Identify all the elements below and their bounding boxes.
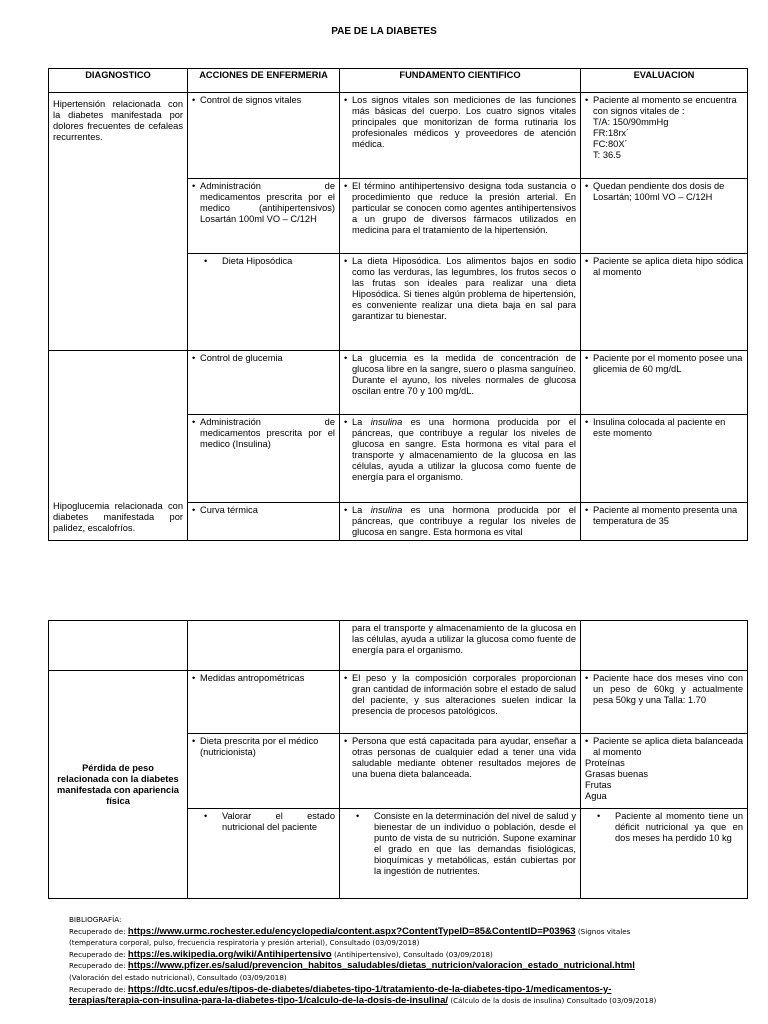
evaluacion-6: Paciente al momento presenta una temperatura de 35 (593, 505, 738, 526)
bullet-icon: • (344, 505, 348, 515)
fundamento-3: La dieta Hiposódica. Los alimentos bajos en sodio como las verduras, las legumbres, los frutos secos o las frutas son ideales para realizar una dieta Hiposódica. Si tienes algún problema de hipertensión, es conveniente realizar una dieta baja en sal para garantizar tu bienestar. (352, 256, 576, 321)
fundamento-6: La insulina es una hormona producida por el páncreas, que contribuye a regular los niveles de glucosa en sangre. Esta hormona es vital (352, 505, 576, 537)
bullet-icon: • (597, 811, 601, 821)
bullet-icon: • (204, 256, 208, 266)
accion-2: Administración de medicamentos prescrita por el medico (antihipertensivos) Losartán 100ml VO – C/12H (200, 181, 335, 224)
bullet-icon: • (192, 417, 196, 427)
accion-3: Dieta Hiposódica (222, 256, 293, 266)
biblio-link-4-cont[interactable]: terapias/terapia-con-insulina-para-la-diabetes-tipo-1/calculo-de-la-dosis-de-insulina/ (69, 995, 449, 1007)
fundamento-2: El término antihipertensivo designa toda sustancia o procedimiento que reduce la presión arterial. En particular se conocen como agentes antihipertensivos a un grupo de diversos fármacos utilizados en medicina para el tratamiento de la hipertensión. (352, 181, 576, 235)
accion-7: Medidas antropométricas (200, 673, 305, 683)
bullet-icon: • (192, 95, 196, 105)
diagnosis-hipertension: Hipertensión relacionada con la diabetes manifestada por dolores frecuentes de cefaleas recurrentes. (49, 93, 188, 351)
evaluacion-5: Insulina colocada al paciente en este momento (593, 417, 726, 438)
biblio-link-3[interactable]: https://www.pfizer.es/salud/prevencion_habitos_saludables/dietas_nutricion/valoracion_estado_nutricional.html (127, 960, 635, 972)
evaluacion-7: Paciente hace dos meses vino con un peso de 60kg y actualmente pesa 50kg y una Talla: 1.70 (593, 673, 743, 705)
biblio-link-2[interactable]: https://es.wikipedia.org/wiki/Antihipertensivo (127, 948, 332, 960)
bullet-icon: • (204, 811, 208, 821)
bullet-icon: • (344, 181, 348, 191)
fundamento-9: Consiste en la determinación del nivel de salud y bienestar de un individuo o población, desde el punto de vista de su nutrición. Supone examinar el grado en que las demandas fisiológicas, bioquímicas y metabólicas, están cubiertas por la ingestión de nutrientes. (374, 811, 576, 876)
fundamento-4: La glucemia es la medida de concentración de glucosa libre en la sangre, suero o plasma sanguíneo. Durante el ayuno, los niveles normales de glucosa oscilan entre 70 y 100 mg/dL. (352, 353, 576, 396)
bibliography: BIBLIOGRAFÍA: Recuperado de: https://www.urmc.rochester.edu/encyclopedia/content.aspx?ContentTypeID=85&ContentID=P03963 (Signos vitales (temperatura corporal, pulso, frecuencia respiratoria y presión arterial), Consultado (03/09/2018) Recuperado de: https://es.wikipedia.org/wiki/Antihipertensivo (Antihipertensivo), Consultado (03/09/2018) Recuperado de: https://www.pfizer.es/salud/prevencion_habitos_saludables/dietas_nutricion/valoracion_estado_nutricional.html (Valoración del estado nutricional), Consultado (03/09/2018) Recuperado de: https://dtc.ucsf.edu/es/tipos-de-diabetes/diabetes-tipo-1/tratamiento-de-la-diabetes-tipo-1/medicamentos-y- terapias/terapia-con-insulina-para-la-diabetes-tipo-1/calculo-de-la-dosis-de-insulina/ (Cálculo de la dosis de insulina) Consultado (03/09/2018) (69, 914, 759, 1007)
accion-9: Valorar el estado nutricional del paciente (222, 811, 335, 832)
fundamento-5: La insulina es una hormona producida por el páncreas, que contribuye a regular los niveles de glucosa en sangre. Esta hormona es vital para el transporte y almacenamiento de la glucosa en las células, ayuda a utilizar la glucosa como fuente de energía para el organismo. (352, 417, 576, 482)
header-fundamento: FUNDAMENTO CIENTIFICO (340, 69, 581, 93)
fundamento-continuation: para el transporte y almacenamiento de la glucosa en las células, ayuda a utilizar la glucosa como fuente de energía para el organismo. (352, 623, 576, 655)
bullet-icon: • (585, 95, 589, 105)
bullet-icon: • (344, 736, 348, 746)
bullet-icon: • (344, 417, 348, 427)
bullet-icon: • (585, 505, 589, 515)
accion-8: Dieta prescrita por el médico (nutricionista) (200, 736, 319, 757)
evaluacion-1: Paciente al momento se encuentra con signos vitales de : T/A: 150/90mmHg FR:18rx´ FC:80X´ T: 36.5 (593, 95, 737, 160)
accion-5: Administración de medicamentos prescrita por el medico (Insulina) (200, 417, 335, 449)
accion-4: Control de glucemia (200, 353, 283, 363)
bullet-icon: • (192, 353, 196, 363)
nutrient-list: Proteínas Grasas buenas Frutas Agua (585, 758, 649, 801)
bibliography-heading: BIBLIOGRAFÍA: (69, 915, 122, 924)
fundamento-8: Persona que está capacitada para ayudar, enseñar a otras personas de cualquier edad a tener una vida saludable mediante obtener resultados mejores de una buena dieta balanceada. (352, 736, 576, 779)
evaluacion-4: Paciente por el momento posee una glicemia de 60 mg/dL (593, 353, 743, 374)
evaluacion-3: Paciente se aplica dieta hipo sódica al momento (593, 256, 743, 277)
bullet-icon: • (344, 256, 348, 266)
bullet-icon: • (344, 673, 348, 683)
header-diagnostico: DIAGNOSTICO (49, 69, 188, 93)
bullet-icon: • (192, 181, 196, 191)
accion-1: Control de signos vitales (200, 95, 302, 105)
diagnosis-perdida-peso: Pérdida de peso relacionada con la diabetes manifestada con apariencia física (49, 671, 188, 899)
biblio-link-1[interactable]: https://www.urmc.rochester.edu/encyclopedia/content.aspx?ContentTypeID=85&ContentID=P03963 (127, 925, 576, 937)
bullet-icon: • (585, 181, 589, 191)
bullet-icon: • (585, 673, 589, 683)
bullet-icon: • (585, 417, 589, 427)
bullet-icon: • (344, 95, 348, 105)
fundamento-7: El peso y la composición corporales proporcionan gran cantidad de información sobre el estado de salud del paciente, y sus alteraciones suelen indicar la presencia de procesos patológicos. (352, 673, 576, 716)
header-acciones: ACCIONES DE ENFERMERIA (188, 69, 340, 93)
bullet-icon: • (192, 505, 196, 515)
bullet-icon: • (192, 736, 196, 746)
bullet-icon: • (192, 673, 196, 683)
page-title: PAE DE LA DIABETES (331, 26, 437, 37)
bullet-icon: • (585, 256, 589, 266)
bullet-icon: • (344, 353, 348, 363)
biblio-link-4[interactable]: https://dtc.ucsf.edu/es/tipos-de-diabetes/diabetes-tipo-1/tratamiento-de-la-diabetes-tipo-1/medicamentos-y- (127, 983, 612, 995)
bullet-icon: • (356, 811, 360, 821)
evaluacion-8: Paciente se aplica dieta balanceada al momento (593, 736, 743, 757)
bullet-icon: • (585, 736, 589, 746)
pae-table-2 (48, 620, 748, 899)
evaluacion-9: Paciente al momento tiene un déficit nutricional ya que en dos meses ha perdido 10 kg (615, 811, 743, 843)
bullet-icon: • (585, 353, 589, 363)
evaluacion-2: Quedan pendiente dos dosis de Losartán; 100ml VO – C/12H (593, 181, 725, 202)
header-evaluacion: EVALUACION (581, 69, 748, 93)
pae-table-1 (48, 68, 748, 541)
diagnosis-hipoglucemia: Hipoglucemia relacionada con diabetes manifestada por palidez, escalofríos. (49, 351, 188, 541)
accion-6: Curva térmica (200, 505, 258, 515)
fundamento-1: Los signos vitales son mediciones de las funciones más básicas del cuerpo. Los cuatro signos vitales principales que monitorizan de forma rutinaria los profesionales médicos y proveedores de atención médica. (352, 95, 576, 149)
